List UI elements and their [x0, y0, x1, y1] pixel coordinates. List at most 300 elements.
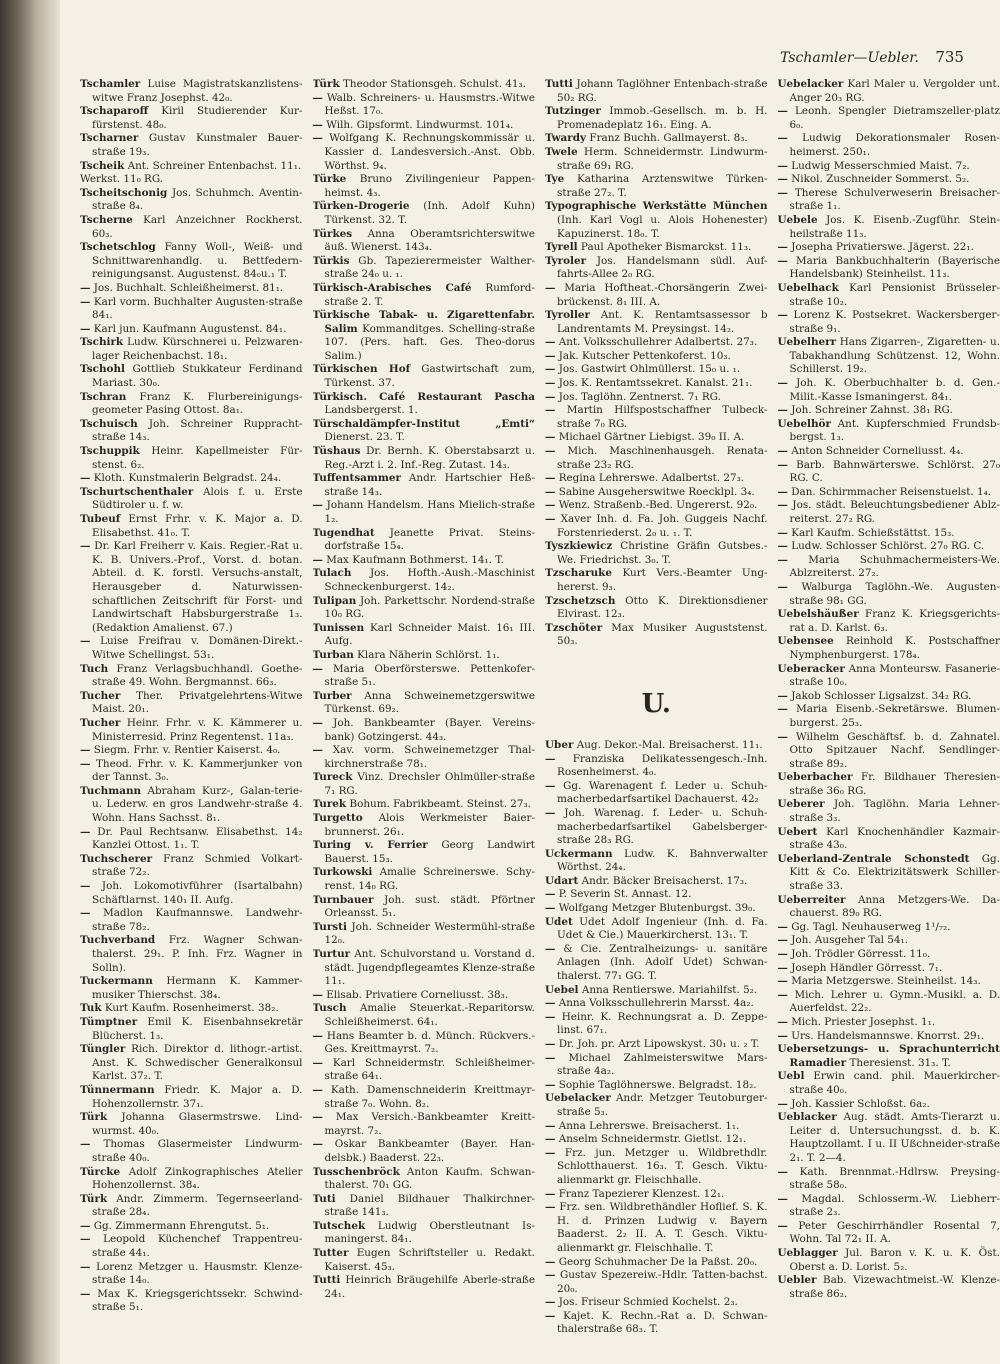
- entry-details: Frz. Wagner Schwan-thalerst. 29₁. P. Inh. Frz. Wagner in Solln).: [92, 934, 303, 974]
- directory-entry: [313, 622, 536, 649]
- directory-entry: [545, 875, 768, 889]
- entry-surname: —: [545, 1269, 556, 1282]
- directory-entry: [778, 132, 1000, 159]
- entry-surname: Tuk: [80, 1002, 102, 1015]
- entry-details: Ludw. K. Bahnverwalter Wörthst. 24₄.: [557, 847, 768, 874]
- directory-entry: [545, 1256, 768, 1270]
- entry-details: Wolfgang K. Rechnungskommissär u. Kassier d. Landesversich.-Anst. Obb. Wörthst. 9₄.: [324, 132, 535, 172]
- entry-surname: Uber: [545, 738, 574, 751]
- directory-entry: [80, 1043, 303, 1084]
- entry-details: Bohum. Fabrikbeamt. Steinst. 27₃.: [349, 798, 531, 811]
- entry-surname: —: [545, 1038, 556, 1050]
- entry-surname: Uebelhör: [777, 417, 831, 430]
- entry-details: Fanny Woll-, Weiß- und Schnittwarenhandlg. u. Bettfedern-reinigungsanst. Augustenst. 84₀u.₁ T.: [92, 241, 303, 281]
- directory-entry: [778, 663, 1000, 690]
- entry-surname: —: [777, 934, 788, 947]
- entry-details: Theod. Frhr. v. K. Kammerjunker von der Tannst. 3₀.: [92, 757, 303, 784]
- directory-entry: [545, 807, 768, 848]
- directory-entry: [80, 934, 303, 975]
- directory-entry: [80, 1261, 303, 1288]
- directory-entry: [313, 1084, 536, 1111]
- entry-surname: Tzschetzsch: [545, 594, 616, 607]
- entry-details: Anna Volksschullehrerin Marsst. 4a₂.: [558, 997, 754, 1010]
- entry-details: Ludw. Schlosser Schlörst. 27₀ RG. C.: [791, 540, 985, 553]
- entry-details: Gustav Kunstmaler Bauer-straße 19₃.: [92, 132, 303, 158]
- directory-entry: [80, 880, 303, 907]
- directory-entry: [313, 228, 536, 255]
- entry-details: Bruno Zivilingenieur Pappen-heimst. 4₃.: [324, 173, 535, 199]
- entry-details: Ant. Kupferschmied Frundsb-bergst. 1₃.: [789, 417, 1000, 444]
- entry-details: Daniel Bildhauer Thalkirchner-straße 141₃.: [324, 1192, 535, 1219]
- entry-surname: —: [312, 1029, 323, 1042]
- directory-entry: [778, 826, 1000, 853]
- entry-details: Jos. Schuhmch. Aventin-straße 8₄.: [92, 186, 303, 213]
- entry-details: Karl Schneider Maist. 16₁ III. Aufg.: [324, 621, 535, 648]
- entry-details: Ther. Privatgelehrtens-Witwe Maist. 20₁.: [92, 689, 303, 716]
- directory-entry: [545, 309, 768, 336]
- entry-surname: Turtur: [312, 948, 351, 960]
- entry-details: Luise Magistratskanzlistens-witwe Franz Josephst. 42₀.: [92, 78, 303, 104]
- entry-details: Franziska Delikatessengesch.-Inh. Rosenheimerst. 4₀.: [557, 752, 768, 779]
- entry-details: Mich. Lehrer u. Gymn.-Musikl. a. D. Auerfeldst. 22₂.: [789, 988, 1000, 1015]
- entry-details: Joh. sust. städt. Pförtner Orleansst. 5₁.: [324, 893, 535, 920]
- directory-entry: [778, 853, 1000, 894]
- entry-surname: Tunissen: [312, 621, 365, 634]
- entry-details: Anna Metzgers-We. Da-chauerst. 89₀ RG.: [789, 893, 1000, 920]
- directory-entry: [778, 703, 1000, 730]
- entry-details: Amalie Schreinerswe. Schy-renst. 14₀ RG.: [324, 866, 535, 893]
- entry-details: Jos. städt. Beleuchtungsbediener Ablz-reiterst. 27₂ RG.: [789, 499, 1000, 525]
- entry-details: Johanna Glasermstrswe. Lind-wurmst. 40₀.: [92, 1111, 303, 1137]
- entry-details: Oskar Bankbeamter (Bayer. Han-delsbk.) Baaderst. 22₃.: [324, 1138, 535, 1164]
- directory-entry: [313, 948, 536, 989]
- entry-surname: —: [312, 716, 323, 729]
- entry-details: Ant. Schreiner Entenbachst. 11₁.: [127, 159, 302, 172]
- entry-surname: Tucher: [80, 689, 121, 702]
- entry-details: Joh. K. Oberbuchhalter b. d. Gen.-Milit.-Kasse Ismaningerst. 84₁.: [789, 377, 1000, 403]
- directory-entry: [80, 1002, 303, 1016]
- entry-details: Jak. Kutscher Pettenkoferst. 10₃.: [558, 349, 731, 362]
- entry-surname: —: [777, 1029, 788, 1042]
- entry-surname: —: [777, 241, 788, 254]
- entry-details: Karl Pensionist Brüsseler-straße 10₂.: [789, 281, 1000, 308]
- entry-surname: Tuckermann: [80, 975, 153, 988]
- directory-entry: [80, 1084, 303, 1111]
- entry-surname: Tye: [545, 173, 565, 186]
- entry-surname: Tulach: [312, 567, 352, 580]
- directory-entry: [778, 635, 1000, 662]
- directory-entry: [778, 404, 1000, 418]
- entry-details: Joh. Schreiner Zahnst. 38₁ RG.: [791, 404, 953, 417]
- entry-details: Ant. Schulvorstand u. Vorstand d. städt. Jugendpflegeamtes Klenze-straße 11₁.: [324, 948, 535, 988]
- entry-details: Luise Freifrau v. Domänen-Direkt.-Witwe Schellingst. 53₁.: [92, 635, 303, 661]
- entry-details: Martin Hilfspostschaffner Tulbeck-straße 7₀ RG.: [557, 404, 768, 430]
- entry-surname: Tschirk: [80, 336, 124, 349]
- entry-details: Gustav Spezereiw.-Hdlr. Tatten-bachst. 20₀.: [557, 1269, 768, 1295]
- running-head-title: Tschamler—Uebler.: [780, 50, 919, 66]
- entry-surname: Turnbauer: [312, 893, 374, 906]
- directory-entry: [80, 132, 303, 159]
- directory-entry: [80, 785, 303, 826]
- directory-entry: [80, 78, 303, 105]
- directory-entry: [545, 241, 768, 255]
- entry-surname: —: [777, 703, 788, 716]
- entry-details: Katharina Arztenswitwe Türken-straße 27₂. T.: [557, 173, 768, 199]
- entry-surname: Tschurtschenthaler: [80, 485, 194, 498]
- entry-details: Dienerst. 23. T.: [324, 431, 405, 444]
- entry-details: Rich. Direktor d. lithogr.-artist. Anst. K. Schwedischer Generalkonsul Karlst. 37₂. T.: [92, 1043, 303, 1083]
- entry-details: Gottlieb Stukkateur Ferdinand Mariast. 30₀.: [92, 363, 303, 390]
- directory-entry: [313, 200, 536, 227]
- entry-details: Joh. Schneider Westermühl-straße 12₀.: [324, 920, 535, 947]
- directory-entry: [778, 377, 1000, 404]
- directory-entry: [80, 635, 303, 662]
- entry-surname: Ueberer: [777, 798, 825, 811]
- directory-entry: [313, 866, 536, 893]
- entry-details: Siegm. Frhr. v. Rentier Kaiserst. 4₀.: [93, 744, 281, 757]
- directory-entry: [778, 1193, 1000, 1220]
- entry-details: Alois Werkmeister Baier-brunnerst. 26₁.: [324, 812, 535, 838]
- directory-entry: [313, 1002, 536, 1029]
- entry-surname: —: [777, 730, 788, 743]
- entry-details: Heinr. K. Rechnungsrat a. D. Zeppe-linst. 67₁.: [557, 1010, 768, 1037]
- entry-surname: Tyroler: [545, 254, 587, 267]
- entry-details: Nikol. Zuschneider Sommerst. 5₂.: [791, 173, 970, 186]
- directory-entry: [545, 1011, 768, 1038]
- entry-details: Jos. Hofth.-Aush.-Maschinist Schneckenburgerst. 14₂.: [324, 567, 535, 593]
- entry-details: Theresienst. 31₃. T.: [849, 1056, 951, 1069]
- entry-details: Anselm Schneidermstr. Gietlst. 12₁.: [558, 1133, 747, 1146]
- directory-entry: [545, 377, 768, 391]
- entry-details: Kath. Damenschneiderin Kreittmayr-straße 7₀. Wohn. 8₂.: [324, 1083, 535, 1110]
- directory-entry: [80, 296, 303, 323]
- directory-entry: [545, 997, 768, 1011]
- entry-details: Sabine Ausgeherswitwe Roecklpl. 3₄.: [558, 485, 755, 498]
- entry-details: Ernst Frhr. v. K. Major a. D. Elisabethst. 41₀. T.: [92, 513, 303, 539]
- entry-details: Heinr. Frhr. v. K. Kämmerer u. Ministerresid. Prinz Regentenst. 11a₃.: [92, 716, 303, 743]
- directory-entry: [313, 78, 536, 92]
- entry-details: Wilh. Gipsformt. Lindwurmst. 101₄.: [326, 118, 514, 131]
- entry-surname: —: [777, 485, 788, 498]
- entry-details: Rumford-straße 2. T.: [324, 281, 535, 308]
- entry-surname: —: [545, 1255, 556, 1268]
- entry-surname: —: [80, 1233, 91, 1246]
- entry-details: Kommanditges. Schelling-straße 107. (Pers. haft. Ges. Theo-dorus Salim.): [324, 322, 535, 362]
- entry-surname: —: [545, 363, 556, 376]
- directory-entry: [778, 1016, 1000, 1030]
- entry-surname: Ueberacker: [777, 662, 845, 675]
- directory-entry: [778, 282, 1000, 309]
- directory-entry: [545, 200, 768, 241]
- directory-entry: [545, 595, 768, 622]
- entry-details: Ludwig Messerschmied Maist. 7₂.: [791, 159, 970, 172]
- entry-details: Anna Oberamtsrichterswitwe äuß. Wienerst. 143₄.: [324, 227, 535, 254]
- directory-entry: [80, 418, 303, 445]
- entry-surname: —: [80, 1260, 91, 1273]
- entry-details: Ant. Volksschullehrer Adalbertst. 27₃.: [558, 336, 758, 349]
- directory-entry: [80, 241, 303, 282]
- entry-surname: Tureck: [312, 771, 353, 784]
- entry-surname: —: [545, 281, 556, 294]
- entry-surname: —: [777, 689, 788, 702]
- entry-surname: —: [777, 553, 788, 566]
- entry-details: Frz. jun. Metzger u. Wildbrethdlr. Schlotthauerst. 16₃. T. Gesch. Viktu-alienmarkt gr. Fleischhalle.: [557, 1146, 768, 1186]
- directory-entry: [545, 105, 768, 132]
- entry-surname: —: [777, 1219, 788, 1232]
- entry-surname: —: [80, 744, 91, 757]
- directory-entry: [313, 92, 536, 119]
- directory-entry: [778, 187, 1000, 214]
- directory-entry: [313, 445, 536, 472]
- directory-entry: [545, 391, 768, 405]
- directory-entry: [778, 459, 1000, 486]
- directory-entry: [80, 282, 303, 296]
- directory-entry: [778, 1220, 1000, 1247]
- entry-details: Karl vorm. Buchhalter Augusten-straße 84₁.: [92, 295, 303, 322]
- entry-surname: Uebelherr: [777, 336, 837, 349]
- directory-entry: [313, 1111, 536, 1138]
- entry-surname: Udart: [545, 874, 579, 887]
- entry-surname: Turgetto: [312, 812, 363, 825]
- entry-surname: Tyszkiewicz: [545, 540, 613, 553]
- directory-entry: [313, 309, 536, 363]
- directory-entry: [80, 853, 303, 880]
- directory-entry: [545, 350, 768, 364]
- entry-details: Werkst. 11₀ RG.: [80, 173, 164, 186]
- entry-details: Max Musiker Auguststenst. 50₃.: [557, 621, 768, 648]
- entry-surname: —: [545, 445, 556, 458]
- entry-surname: Tscherne: [80, 213, 133, 226]
- entry-surname: Twardy: [545, 132, 587, 145]
- entry-details: Wolfgang Metzger Blutenburgst. 39₀.: [558, 902, 756, 915]
- entry-surname: Türkisch. Café Restaurant Pascha: [312, 390, 535, 403]
- entry-surname: —: [312, 1056, 323, 1069]
- entry-surname: Tuch: [80, 662, 109, 675]
- entry-details: Christine Gräfin Gutsbes.-We. Friedrichst. 3₀. T.: [557, 540, 768, 566]
- entry-surname: —: [80, 281, 91, 294]
- entry-details: Joh. Parkettschr. Nordend-straße 10₀ RG.: [324, 594, 535, 621]
- entry-surname: Uebler: [777, 1274, 817, 1287]
- entry-details: Erwin cand. phil. Mauerkircher-straße 40₀.: [789, 1070, 1000, 1096]
- entry-details: Lorenz Metzger u. Hausmstr. Klenze-straße 14₀.: [92, 1260, 303, 1287]
- entry-details: Kurt Kaufm. Rosenheimerst. 38₂.: [104, 1002, 279, 1015]
- directory-entry: [313, 989, 536, 1003]
- entry-surname: Tutti: [312, 1274, 341, 1287]
- entry-details: Ludwig Dekorationsmaler Rosen-heimerst. 250₁.: [789, 132, 1000, 158]
- entry-details: Georg Schuhmacher De la Paßst. 20₀.: [558, 1255, 758, 1268]
- entry-surname: Uebelacker: [545, 1092, 611, 1105]
- entry-details: Maria Schuhmachermeisters-We. Ablzreiterst. 27₂.: [789, 553, 1000, 580]
- directory-entry: [313, 1057, 536, 1084]
- entry-surname: —: [545, 377, 556, 390]
- directory-entry: [545, 146, 768, 173]
- directory-entry: [778, 690, 1000, 704]
- directory-entry: [778, 418, 1000, 445]
- entry-surname: Tuchmann: [80, 784, 142, 797]
- entry-details: Thomas Glasermeister Lindwurm-straße 40₀.: [92, 1138, 303, 1164]
- entry-surname: —: [545, 513, 556, 525]
- directory-entry: [778, 581, 1000, 608]
- entry-surname: Tzscharuke: [545, 567, 612, 580]
- entry-details: Jos. Buchhalt. Schleißheimerst. 81₁.: [93, 281, 284, 294]
- entry-surname: Tutti: [545, 78, 573, 90]
- entry-surname: —: [80, 635, 91, 648]
- entry-surname: Turber: [312, 689, 352, 702]
- entry-surname: Tscharner: [80, 132, 139, 145]
- entry-surname: —: [545, 349, 556, 362]
- directory-entry: [545, 282, 768, 309]
- directory-entry: [313, 1138, 536, 1165]
- directory-entry: [545, 255, 768, 282]
- entry-surname: —: [777, 159, 788, 172]
- entry-surname: —: [312, 1111, 323, 1124]
- directory-entry: [545, 132, 768, 146]
- entry-details: (Inh. Adolf Kuhn) Türkenst. 32. T.: [324, 200, 535, 226]
- entry-details: Klara Näherin Schlörst. 1₁.: [357, 648, 500, 661]
- directory-entry: [545, 916, 768, 943]
- entry-details: Paul Apotheker Bismarckst. 11₃.: [580, 241, 752, 254]
- entry-details: Barb. Bahnwärterswe. Schlörst. 27₀ RG. C.: [789, 458, 1000, 485]
- directory-entry: [313, 1274, 536, 1301]
- entry-surname: Ueberbacher: [777, 771, 853, 784]
- entry-details: Joh. Bankbeamter (Bayer. Vereins-bank) Gotzingerst. 44₃.: [324, 716, 535, 743]
- directory-entry: [80, 391, 303, 418]
- directory-entry: [545, 445, 768, 472]
- entry-surname: Türkische Tabak- u. Zigarettenfabr. Salim: [312, 309, 535, 335]
- entry-surname: —: [545, 779, 556, 792]
- entry-surname: —: [80, 907, 91, 920]
- entry-details: Dr. Karl Freiherr v. Kais. Regier.-Rat u. K. B. Univers.-Prof., Vorst. d. botan. Abteil. d. K. forstl. Versuchs-anstalt, Herausgeber d. Naturwissen-schaftlichen Zeitschrift für Forst- und Landwirtschaft Habsburgerstraße 1₃. (Redaktion Amalienst. 67.): [92, 540, 303, 634]
- entry-surname: —: [312, 91, 323, 104]
- entry-details: Kloth. Kunstmalerin Belgradst. 24₄.: [93, 472, 282, 485]
- directory-entry: [545, 1092, 768, 1119]
- directory-entry: [80, 717, 303, 744]
- entry-surname: —: [777, 377, 788, 390]
- entry-details: Walb. Schreiners- u. Hausmstrs.-Witwe Heßst. 17₀.: [324, 91, 535, 118]
- column-1: [80, 78, 303, 1358]
- directory-entry: [778, 309, 1000, 336]
- entry-details: Kurt Vers.-Beamter Ung-hererst. 9₃.: [557, 567, 768, 593]
- entry-details: Max Versich.-Bankbeamter Kreitt-mayrst. 7₂.: [324, 1111, 535, 1137]
- entry-surname: —: [545, 888, 556, 901]
- entry-surname: Tursti: [312, 920, 347, 933]
- directory-entry: [545, 486, 768, 500]
- entry-surname: Türk: [80, 1192, 108, 1205]
- entry-surname: —: [777, 458, 788, 471]
- entry-details: Elisab. Privatiere Corneliusst. 38₃.: [326, 988, 509, 1001]
- entry-details: Joh. Warenag. f. Leder- u. Schuh-macherbedarfsartikel Gabelsberger-straße 28₃ RG.: [557, 806, 768, 847]
- directory-entry: [778, 78, 1000, 105]
- entry-details: Jos. K. Rentamtssekret. Kanalst. 21₁.: [558, 377, 753, 390]
- entry-surname: —: [777, 580, 788, 593]
- directory-entry: [80, 690, 303, 717]
- entry-surname: —: [80, 1219, 91, 1232]
- entry-details: Udet Adolf Ingenieur (Inh. d. Fa. Udet & Cie.) Mauerkircherst. 13₁. T.: [557, 915, 768, 942]
- entry-details: Franz Verlagsbuchhandl. Goethe-straße 49. Wohn. Bergmannst. 66₃.: [92, 662, 303, 689]
- directory-entry: [313, 717, 536, 744]
- entry-surname: Türkischen Hof: [312, 363, 411, 376]
- entry-details: Max K. Kriegsgerichtssekr. Schwind-straße 5₁.: [92, 1287, 303, 1314]
- entry-surname: Turban: [312, 648, 354, 661]
- entry-details: Aug. Dekor.-Mal. Breisacherst. 11₁.: [576, 738, 763, 751]
- entry-surname: —: [545, 472, 556, 485]
- entry-surname: Tugendhat: [312, 526, 375, 539]
- entry-details: Hans Beamter b. d. Münch. Rückvers.-Ges. Kreittmayrst. 7₂.: [324, 1029, 535, 1056]
- directory-entry: [778, 214, 1000, 241]
- entry-details: Eugen Schriftsteller u. Redakt. Kaiserst. 45₃.: [324, 1247, 535, 1273]
- directory-entry: [313, 1193, 536, 1220]
- entry-details: Joseph Händler Görresst. 7₁.: [791, 961, 943, 974]
- entry-surname: —: [80, 825, 91, 838]
- entry-surname: Türken-Drogerie: [312, 200, 410, 213]
- directory-columns: [80, 78, 1000, 1358]
- entry-surname: —: [777, 254, 788, 267]
- entry-surname: —: [80, 1138, 91, 1151]
- directory-entry: [778, 1111, 1000, 1165]
- entry-details: Michael Zahlmeisterswitwe Mars-straße 4a₂.: [557, 1051, 768, 1078]
- directory-entry: [80, 336, 303, 363]
- entry-surname: —: [777, 173, 788, 186]
- entry-surname: —: [545, 485, 556, 498]
- entry-surname: Uebensee: [777, 635, 834, 648]
- directory-entry: [313, 1247, 536, 1274]
- directory-entry: [313, 132, 536, 173]
- directory-entry: [778, 527, 1000, 541]
- directory-entry: [778, 499, 1000, 526]
- entry-surname: Tümptner: [80, 1015, 138, 1028]
- directory-entry: [313, 527, 536, 554]
- directory-entry: [778, 894, 1000, 921]
- entry-details: Regina Lehrerswe. Adalbertst. 27₃.: [558, 472, 745, 485]
- entry-surname: Typographische Werkstätte München: [545, 200, 768, 213]
- entry-surname: —: [312, 744, 323, 757]
- entry-surname: Tünnermann: [80, 1083, 155, 1096]
- entry-details: Andr. Metzger Teutoburger-straße 5₃.: [557, 1092, 768, 1118]
- directory-entry: [80, 1138, 303, 1165]
- entry-details: Madlon Kaufmannswe. Landwehr-straße 78₂.: [92, 907, 303, 933]
- directory-entry: [313, 567, 536, 594]
- entry-surname: Tscheik: [80, 159, 125, 172]
- entry-surname: —: [777, 540, 788, 553]
- entry-surname: Tusch: [312, 1002, 347, 1015]
- entry-details: Joh. Lokomotivführer (Isartalbahn) Schäftlarnst. 140₁ II. Aufg.: [92, 880, 303, 906]
- directory-entry: [80, 758, 303, 785]
- entry-details: Friedr. K. Major a. D. Hohenzollernstr. 37₁.: [92, 1083, 303, 1110]
- entry-surname: Uebele: [777, 213, 818, 226]
- entry-details: Anton Kaufm. Schwan-thalerst. 70₁ GG.: [324, 1165, 535, 1192]
- entry-details: P. Severin St. Annast. 12.: [558, 888, 692, 901]
- entry-surname: —: [545, 390, 556, 403]
- directory-entry: [80, 105, 303, 132]
- entry-details: Kath. Brennmat.-Hdlrsw. Preysing-straße 58₀.: [789, 1165, 1000, 1192]
- entry-surname: Uebelhack: [777, 281, 839, 294]
- entry-details: Bab. Vizewachtmeist.-W. Klenze-straße 86₂.: [789, 1274, 1000, 1300]
- directory-entry: [545, 363, 768, 377]
- entry-surname: Tyroller: [545, 309, 591, 322]
- entry-surname: Türschaldämpfer-Institut „Emti“: [312, 417, 535, 430]
- entry-surname: Ueblacker: [777, 1111, 837, 1124]
- entry-surname: —: [777, 186, 788, 199]
- directory-entry: [778, 1166, 1000, 1193]
- entry-details: Gg. Warenagent f. Leder u. Schuh-macherbedarfsartikel Dachauerst. 42₂: [557, 779, 768, 806]
- entry-surname: —: [545, 997, 556, 1010]
- entry-details: Kajet. K. Rechn.-Rat a. D. Schwan-thalerstraße 68₃. T.: [557, 1309, 768, 1336]
- entry-details: Georg Landwirt Bauerst. 15₃.: [324, 839, 535, 865]
- directory-entry: [80, 214, 303, 241]
- entry-surname: —: [545, 431, 556, 444]
- entry-surname: Tschran: [80, 390, 127, 403]
- directory-entry: [313, 363, 536, 390]
